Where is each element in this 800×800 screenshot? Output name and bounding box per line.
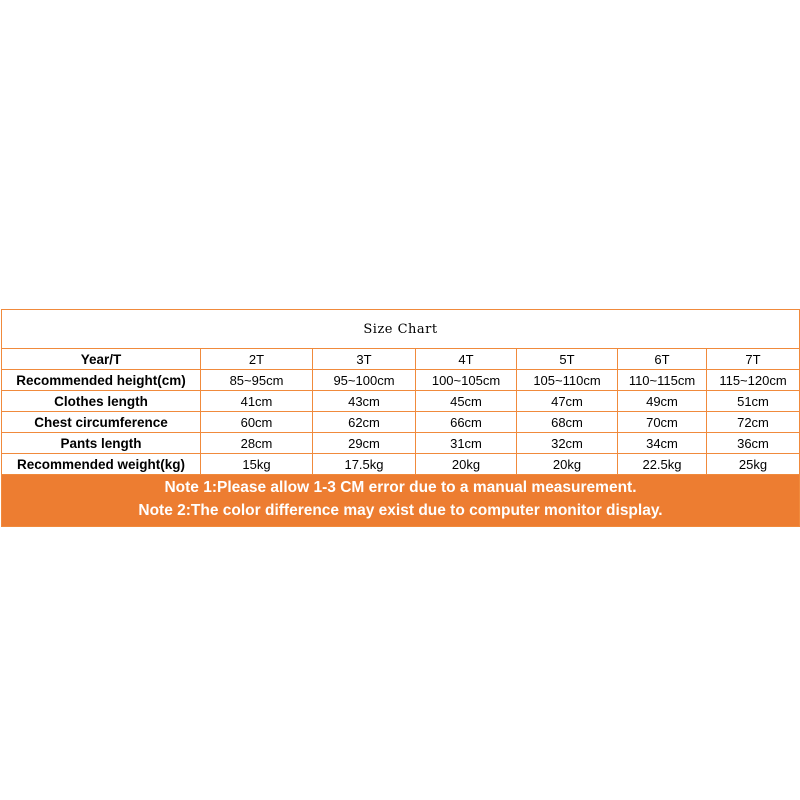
table-cell: 100~105cm [416, 370, 517, 391]
table-cell: 17.5kg [313, 454, 416, 475]
table-cell: 36cm [707, 433, 800, 454]
table-cell: 20kg [416, 454, 517, 475]
size-4t: 4T [416, 349, 517, 370]
table-cell: 28cm [201, 433, 313, 454]
table-cell: 43cm [313, 391, 416, 412]
table-cell: 29cm [313, 433, 416, 454]
table-cell: 62cm [313, 412, 416, 433]
table-row [2, 391, 800, 412]
row-label-chest: Chest circumference [2, 412, 201, 433]
table-cell: 51cm [707, 391, 800, 412]
notes-banner [2, 475, 800, 527]
table-cell: 95~100cm [313, 370, 416, 391]
size-3t: 3T [313, 349, 416, 370]
table-cell: 15kg [201, 454, 313, 475]
table-row [2, 370, 800, 391]
table-cell: 70cm [618, 412, 707, 433]
size-2t: 2T [201, 349, 313, 370]
table-cell: 105~110cm [517, 370, 618, 391]
table-cell: 47cm [517, 391, 618, 412]
table-cell: 85~95cm [201, 370, 313, 391]
row-label-height: Recommended height(cm) [2, 370, 201, 391]
table-row [2, 433, 800, 454]
table-cell: 72cm [707, 412, 800, 433]
size-6t: 6T [618, 349, 707, 370]
row-label-weight: Recommended weight(kg) [2, 454, 201, 475]
table-cell: 66cm [416, 412, 517, 433]
table-cell: 20kg [517, 454, 618, 475]
table-cell: 41cm [201, 391, 313, 412]
table-cell: 115~120cm [707, 370, 800, 391]
table-cell: 60cm [201, 412, 313, 433]
row-label-pants-length: Pants length [2, 433, 201, 454]
size-chart-title: Size Chart [2, 310, 800, 349]
size-7t: 7T [707, 349, 800, 370]
note-1: Note 1:Please allow 1-3 CM error due to a manual measurement. [164, 479, 637, 496]
table-cell: 32cm [517, 433, 618, 454]
table-cell: 34cm [618, 433, 707, 454]
table-row [2, 412, 800, 433]
table-cell: 110~115cm [618, 370, 707, 391]
table-cell: 45cm [416, 391, 517, 412]
table-row [2, 454, 800, 475]
row-label-clothes-length: Clothes length [2, 391, 201, 412]
header-label: Year/T [2, 349, 201, 370]
table-cell: 49cm [618, 391, 707, 412]
table-cell: 31cm [416, 433, 517, 454]
header-row [2, 349, 800, 370]
size-chart-table [1, 309, 800, 527]
table-cell: 25kg [707, 454, 800, 475]
note-2: Note 2:The color difference may exist due to computer monitor display. [138, 502, 663, 519]
table-cell: 68cm [517, 412, 618, 433]
size-5t: 5T [517, 349, 618, 370]
table-cell: 22.5kg [618, 454, 707, 475]
